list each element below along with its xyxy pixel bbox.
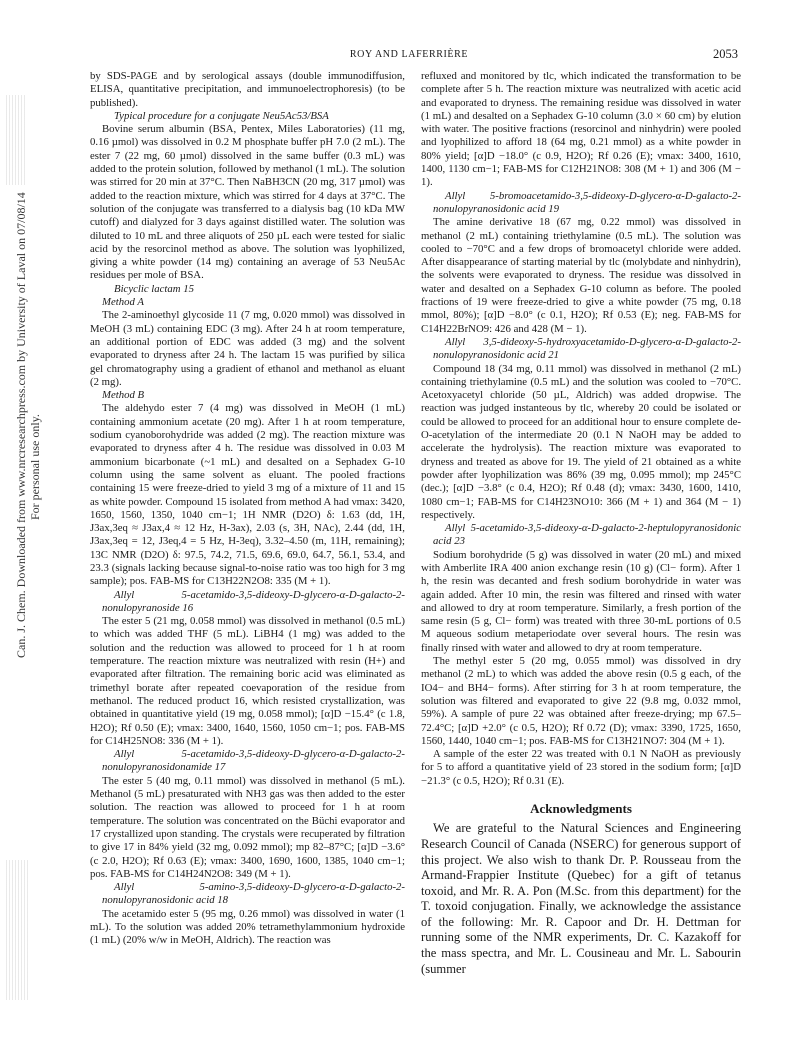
method-heading: Method A	[102, 296, 144, 309]
right-column	[421, 70, 741, 977]
paragraph: The 2-aminoethyl glycoside 11 (7 mg, 0.020 mmol) was dissolved in MeOH (3 mL) containing EDC (3 mg). After 24 h at room temperature, an additional portion of EDC was added (3 mg) and the solvent evaporated to dryness after 24 h. The lactam 15 was purified by silica gel chromatography using a gradient of ethanol and methanol as eluant (2 mg).	[90, 309, 405, 388]
scan-artifact	[6, 860, 30, 1000]
method-heading: Method B	[102, 389, 145, 402]
watermark-line-1: Can. J. Chem. Downloaded from www.nrcresearchpress.com by University of Laval on 07/08/14	[14, 192, 28, 658]
section-heading: Allyl 3,5-dideoxy-5-hydroxyacetamido-D-glycero-α-D-galacto-2-nonulopyranosidonic acid 21	[433, 335, 741, 362]
paragraph: The acetamido ester 5 (95 mg, 0.26 mmol) was dissolved in water (1 mL). To the solution was added 20% tetramethylammonium hydroxide (1 mL) (20% w/w in MeOH, Aldrich). The reaction was	[90, 907, 405, 947]
paragraph: The methyl ester 5 (20 mg, 0.055 mmol) was dissolved in dry methanol (2 mL) to which was added the above resin (0.5 g each, of the IO4− and BH4− forms). After stirring for 3 h at room temperature, the solution was filtered and evaporated to give 22 (9.8 mg, 0.032 mmol, 59%). A sample of pure 22 was obtained after freeze-drying; mp 67.5–72.4°C; [α]D +2.0° (c 0.5, H2O); Rf 0.72 (D); νmax: 3390, 1725, 1650, 1560, 1440, 1040 cm−1; pos. FAB-MS for C13H21NO7: 304 (M + 1).	[421, 655, 741, 747]
acknowledgments-text: We are grateful to the Natural Sciences and Engineering Research Council of Canada (NSERC) for generous support of this project. We also wish to thank Dr. P. Rousseau from the Armand-Frappier Institute (Quebec) for a gift of tetanus toxoid, and Mr. R. A. Pon (M.Sc. from this department) for the T. toxoid conjugation. Finally, we acknowledge the assistance of the following: Mr. R. Capoor and Dr. H. Dettman for running some of the NMR experiments, Dr. C. Kazakoff for the mass spectra, and Mr. L. Cousineau and Mr. L. Sabourin (summer	[421, 821, 741, 976]
section-heading: Bicyclic lactam 15	[114, 282, 194, 295]
paragraph: Sodium borohydride (5 g) was dissolved in water (20 mL) and mixed with Amberlite IRA 400 anion exchange resin (10 g) (Cl− form). After 1 h, the resin was decanted and fresh sodium borohydride in water was again added. After 10 min, the resin was filtered and rinsed with water and allowed to dry at room temperature. Similarly, a fresh portion of the same resin (5 g, Cl− form) was treated with three 30-mL portions of 0.5 M aqueous sodium metaperiodate over several hours. The resin was finally rinsed with water and allowed to dry at room temperature.	[421, 548, 741, 654]
paragraph: Compound 18 (34 mg, 0.11 mmol) was dissolved in methanol (2 mL) containing triethylamine (0.5 mL) and the solution was cooled to −70°C. Acetoxyacetyl chloride (50 µL, Aldrich) was added dropwise. The reaction was judged instanteous by tlc, whereby 20 could be isolated or could be allowed to proceed for an additional hour to ensure complete de-O-acetylation of the intermediate 20 (0.1 N NaOH may be added to accelerate the hydrolysis). The reaction mixture was evaporated to dryness and treated as above for 19. The yield of 21 obtained as a white powder after lyophilization was 86% (39 mg, 0.095 mmol); mp 245°C (dec.); [α]D −3.8° (c 0.4, H2O); Rf 0.48 (d); νmax: 3430, 1600, 1410, 1080 cm−1; FAB-MS for C14H23NO10: 366 (M + 1) and 364 (M − 1) respectively.	[421, 362, 741, 521]
paragraph: The amine derivative 18 (67 mg, 0.22 mmol) was dissolved in methanol (2 mL) containing triethylamine (0.5 mL). The solution was cooled to −70°C and a few drops of bromoacetyl chloride were added. After disappearance of starting material by tlc (molybdate and ninhydrin), the solvents were evaporated to dryness. The residue was dissolved in water and desalted on a Sephadex G-10 column as before. The pooled fractions of 19 were freeze-dried to give a white powder (75 mg, 0.18 mmol, 80%); [α]D −8.0° (c 0.1, H2O); Rf 0.53 (E); neg. FAB-MS for C14H22BrNO9: 426 and 428 (M − 1).	[421, 216, 741, 335]
watermark-line-2: For personal use only.	[28, 414, 42, 520]
paragraph: A sample of the ester 22 was treated with 0.1 N NaOH as previously for 5 to afford a quantitative yield of 23 stored in the sodium form; [α]D −21.3° (c 0.5, H2O); Rf 0.31 (E).	[421, 748, 741, 787]
acknowledgments-heading: Acknowledgments	[530, 801, 632, 817]
paragraph: The ester 5 (21 mg, 0.058 mmol) was dissolved in methanol (0.5 mL) to which was added THF (5 mL). LiBH4 (1 mg) was added to the solution and the reduction was allowed to proceed for 1 h at room temperature. The reaction mixture was neutralized with resin (H+) and evaporated after filtration. The remaining boric acid was eliminated as trimethyl borate after repeated coevaporation of the residue from methanol. The reduced product 16, which resisted crystallization, was obtained in quantitative yield (19 mg, 0.058 mmol); [α]D −15.4° (c 1.8, H2O); Rf 0.50 (E); νmax: 3400, 1640, 1560, 1050 cm−1; pos. FAB-MS for C14H25NO8: 336 (M + 1).	[90, 615, 405, 747]
paragraph: by SDS-PAGE and by serological assays (double immunodiffusion, ELISA, quantitative precipitation, and immunoelectrophoresis) (to be published).	[90, 70, 405, 109]
left-column	[90, 70, 405, 948]
section-heading: Allyl 5-acetamido-3,5-dideoxy-D-glycero-α-D-galacto-2-nonulopyranosidonamide 17	[102, 748, 405, 774]
section-heading: Typical procedure for a conjugate Neu5Ac53/BSA	[114, 109, 329, 122]
paragraph: The aldehydo ester 7 (4 mg) was dissolved in MeOH (1 mL) containing ammonium acetate (20 mg). After 1 h at room temperature, sodium cyanoborohydride was added (2 mg). The reaction mixture was evaporated to dryness after 4 h. The residue was dissolved in 0.03 M ammonium bicarbonate (~1 mL) and desalted on a Sephadex G-10 column using the same solvent as eluant. The pooled fractions containing 15 were freeze-dried to yield 3 mg of a mixture of 11 and 15 as white powder. Compound 15 isolated from method A had νmax: 3420, 1650, 1560, 1350, 1040 cm−1; 1H NMR (D2O) δ: 1.63 (dd, 1H, J3ax,3eq ≈ J3ax,4 ≈ 12 Hz, H-3ax), 2.03 (s, 3H, NAc), 2.44 (dd, 1H, J3ax,3eq = 12, J3eq,4 = 5 Hz, H-3eq), 3.32–4.50 (m, 11H, remaining); 13C NMR (D2O) δ: 97.5, 74.2, 71.5, 69.6, 69.0, 64.7, 56.1, 53.4, and 23.3 (signals lacking because signal-to-noise ratio was too high for 3 mg sample); pos. FAB-MS for C13H22N2O8: 335 (M + 1).	[90, 402, 405, 588]
section-heading: Allyl 5-amino-3,5-dideoxy-D-glycero-α-D-galacto-2-nonulopyranosidonic acid 18	[102, 881, 405, 907]
section-heading: Allyl 5-acetamido-3,5-dideoxy-α-D-galacto-2-heptulopyranosidonic acid 23	[433, 522, 741, 548]
section-heading: Allyl 5-acetamido-3,5-dideoxy-D-glycero-α-D-galacto-2-nonulopyranoside 16	[102, 588, 405, 614]
running-title: ROY AND LAFERRIÈRE	[349, 49, 469, 60]
running-header	[80, 47, 738, 63]
watermark-svg	[10, 100, 44, 660]
paragraph: The ester 5 (40 mg, 0.11 mmol) was dissolved in methanol (5 mL). Methanol (5 mL) presaturated with NH3 gas was then added to the ester solution. The reaction was allowed to proceed for 1 h at room temperature. The solution was concentrated on the Büchi evaporator and 17 crystallized upon standing. The crystals were recuperated by filtration to give 17 in 84% yield (32 mg, 0.092 mmol); mp 82–87°C; [α]D −3.6° (c 2.0, H2O); Rf 0.63 (E); νmax: 3400, 1690, 1600, 1385, 1040 cm−1; pos. FAB-MS for C14H24N2O8: 349 (M + 1).	[90, 774, 405, 880]
paragraph: refluxed and monitored by tlc, which indicated the transformation to be complete after 5 h. The reaction mixture was neutralized with acetic acid and evaporated to dryness. The remaining residue was dissolved in water (1 mL) and desalted on a Sephadex G-10 column (3.0 × 60 cm) by elution with water. The positive fractions (resorcinol and ninhydrin) were pooled and lyophilized to afford 18 (64 mg, 0.21 mmol) as a white powder in 80% yield; [α]D −18.0° (c 0.9, H2O); Rf 0.26 (E); νmax: 3400, 1610, 1400, 1130 cm−1; FAB-MS for C12H21NO8: 308 (M + 1) and 306 (M − 1).	[421, 70, 741, 189]
page-number: 2053	[713, 47, 738, 61]
download-watermark	[10, 100, 44, 660]
section-heading: Allyl 5-bromoacetamido-3,5-dideoxy-D-glycero-α-D-galacto-2-nonulopyranosidonic acid 19	[433, 189, 741, 215]
paragraph: Bovine serum albumin (BSA, Pentex, Miles Laboratories) (11 mg, 0.16 µmol) was dissolved in 0.2 M phosphate buffer pH 7.0 (2 mL). The ester 7 (22 mg, 60 µmol) dissolved in the same buffer (0.3 mL) was added to the protein solution, followed by methanol (1 mL). The solution was stirred for 20 min at 37°C. Then NaBH3CN (20 mg, 317 µmol) was added to the reaction mixture, which was stirred for 4 days at 37°C. The solution of the conjugate was transferred to a dialysis bag (10 kDa MW cutoff) and dialyzed for 3 days against distilled water. The solution was diluted to 10 mL and three aliquots of 250 µL each were tested for sialic acid by the resorcinol method as above. The solution was lyophilized, giving a white powder (14 mg) containing an average of 53 Neu5Ac residues per mole of BSA.	[90, 123, 405, 282]
